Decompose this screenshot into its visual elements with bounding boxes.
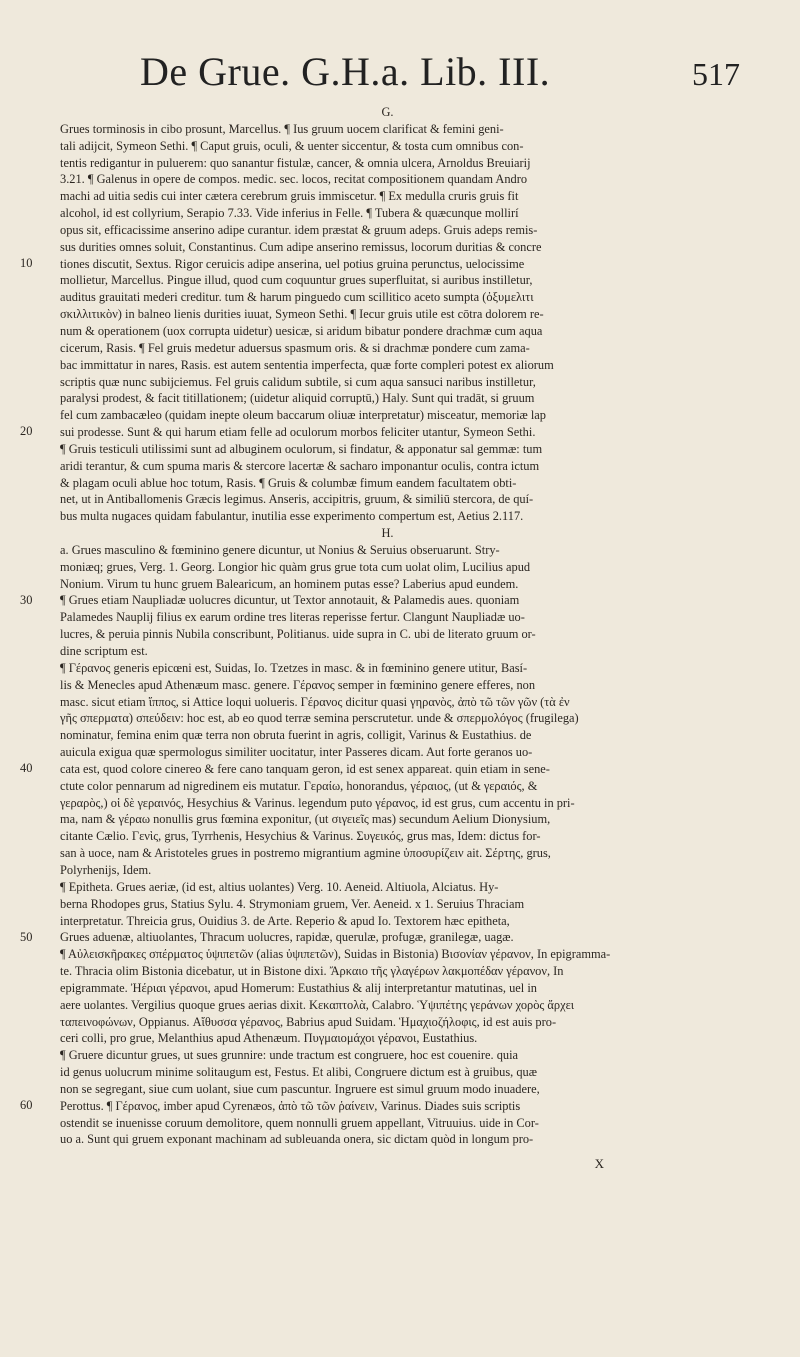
text-line: Polyrhenijs, Idem. — [60, 862, 152, 877]
margin-line-number: 50 — [20, 929, 33, 944]
text-line: a. Grues masculino & fœminino genere dicuntur, ut Nonius & Seruius obseruarunt. Stry- — [60, 542, 500, 557]
text-line: tali adijcit, Symeon Sethi. ¶ Caput gruis, oculi, & uenter siccentur, & tosta cum omnibus con- — [60, 138, 524, 153]
text-line: id genus uolucrum minime solitaugum est, Festus. Et alibi, Congruere dictum est à gruibus, quæ — [60, 1065, 537, 1080]
text-line: epigrammate. Ἠέριαι γέρανοι, apud Homerum: Eustathius & alij interpretantur matutinas, uel in — [60, 980, 537, 995]
text-line: mollietur, Marcellus. Pingue illud, quod cum coquuntur grues superfluitat, si auribus instilletur, — [60, 273, 533, 288]
text-line: γῆς σπερματα) σπεύδειν: hoc est, ab eo quod terræ semina perscrutetur. unde & σπερμολόγος (frugilega) — [60, 711, 579, 726]
text-line: ceri colli, pro grue, Melanthius apud Athenæum. Πυγμαιομάχοι γέρανοι, Eustathius. — [60, 1031, 478, 1046]
running-head: De Grue. G.H.a. Lib. III. — [140, 49, 551, 94]
margin-line-number: 30 — [20, 592, 33, 607]
text-line: paralysi prodest, & facit titillationem; (uidetur aliquid corruptū,) Haly. Sunt qui tradāt, si gruum — [60, 391, 535, 406]
text-line: ¶ Αὐλεισκῆρακες σπέρματος ὑψιπετῶν (alias ὑψιπετῶν), Suidas in Bistonia) Βισονίαν γέρανον, In epigramma- — [60, 947, 611, 962]
text-line: G. — [381, 105, 394, 119]
text-line: berna Rhodopes grus, Statius Sylu. 4. Strymoniam gruem, Ver. Aeneid. x 1. Seruius Thraciam — [60, 896, 525, 911]
text-line: auditus grauitati mederi creditur. tum & harum pinguedo cum scillitico aceto sumpta (ὀξυμελιτι — [60, 290, 534, 305]
margin-line-number: 10 — [20, 255, 33, 270]
text-line: dine scriptum est. — [60, 644, 148, 658]
page-header — [140, 48, 740, 108]
text-line: Grues torminosis in cibo prosunt, Marcellus. ¶ Ius gruum uocem clarificat & femini geni- — [60, 121, 504, 136]
text-line: sus durities omnes soluit, Constantinus. Cum adipe anserino remissus, locorum duritias & concre — [60, 239, 542, 254]
text-line: Perottus. ¶ Γέρανος, imber apud Cyrenæos, ἀπὸ τῶ τῶν ῥαίνειν, Varinus. Diades suis scriptis — [60, 1098, 521, 1113]
text-line: masc. sicut etiam ἵππος, si Attice loqui uolueris. Γέρανος dicitur quasi γηρανὸς, ἀπὸ τῶ τῶν γῶν (τὰ ἐν — [60, 694, 570, 709]
text-line: cata est, quod colore cinereo & fere cano tanquam geron, id est senex appareat. quin etiam in sene- — [60, 761, 550, 776]
text-line: uo a. Sunt qui gruem exponant machinam ad subleuanda onera, sic dictam quòd in longum pro- — [60, 1132, 534, 1147]
text-line: tiones discutit, Sextus. Rigor ceruicis adipe anserina, uel potius gruina perunctus, uelocissime — [60, 256, 525, 271]
text-line: san à uoce, nam & Aristoteles grues in postremo migrantium agmine ὑποσυρίζειν ait. Σέρτης, grus, — [60, 846, 551, 861]
text-line: alcohol, id est collyrium, Serapio 7.33. Vide inferius in Felle. ¶ Tubera & quæcunque mollirí — [60, 206, 519, 221]
text-line: bus multa nugaces quidam fabulantur, inutilia esse experimento compertum est, Aetius 2.117. — [60, 509, 524, 524]
text-line: 3.21. ¶ Galenus in opere de compos. medic. sec. locos, recitat compositionem quandam Andro — [60, 172, 528, 187]
text-line: opus sit, efficacissime anserino adipe curantur. idem præstat & gruum adeps. Gruis adeps remis- — [60, 222, 538, 237]
text-line: γεραρὸς,) οἱ δὲ γεραινός, Hesychius & Varinus. legendum puto γέρανος, id est grus, cum accentu in pri- — [60, 795, 575, 810]
margin-line-number: 40 — [20, 761, 33, 776]
text-line: cicerum, Rasis. ¶ Fel gruis medetur aduersus spasmum oris. & si drachmæ pondere cum zama- — [60, 340, 530, 355]
body-text — [60, 104, 715, 1148]
text-line: ostendit se inuenisse coruum demolitore, quem nonnulli gruem appellant, Vitruuius. uide in Cor- — [60, 1115, 539, 1130]
text-line: interpretatur. Threicia grus, Ouidius 3. de Arte. Reperio & apud Io. Textorem hæc epitheta, — [60, 913, 510, 928]
text-line: ¶ Gruere dicuntur grues, ut sues grunnire: unde tractum est congruere, hoc est couenire. quia — [60, 1048, 519, 1063]
text-line: auicula exigua quæ spermologus similiter uocitatur, inter Passeres dicam. Aut forte geranos uo- — [60, 745, 533, 760]
text-line: sui prodesse. Sunt & qui harum etiam felle ad oculorum morbos feliciter utantur, Symeon Sethi. — [60, 425, 536, 440]
text-line: moniæq; grues, Verg. 1. Georg. Longior hic quàm grus grue tota cum uolat olim, Lucilius apud — [60, 559, 531, 574]
text-line: num & operationem (uox corrupta uidetur) uesicæ, si aridum bibatur pondere drachmæ cum aqua — [60, 323, 543, 338]
text-line: ctute color pennarum ad nigredinem eis mutatur. Γεραίω, honorandus, γέραιος, (ut & γεραιός, & — [60, 778, 538, 793]
text-line: ¶ Gruis testiculi utilissimi sunt ad albuginem oculorum, si findatur, & apponatur sal gemmæ: tum — [60, 441, 543, 456]
text-line: σκιλλιτικὸν) in balneo lienis durities iuuat, Symeon Sethi. ¶ Iecur gruis utile est cōtra dolorem re- — [60, 307, 544, 322]
margin-line-number: 60 — [20, 1098, 33, 1113]
text-line: H. — [381, 526, 394, 541]
text-line: ¶ Γέρανος generis epicœni est, Suidas, Io. Tzetzes in masc. & in fœminino genere utitur, Basí- — [60, 660, 528, 675]
text-line: ταπεινοφώνων, Oppianus. Αἴθυσσα γέρανος, Babrius apud Suidam. Ἡμαχιοζήλοφις, id est auis pro- — [60, 1014, 557, 1029]
text-line: machi ad uitia sedis cui inter cætera cerebrum gruis immiscetur. ¶ Ex medulla cruris gruis fit — [60, 189, 519, 204]
text-line: bac immittatur in nares, Rasis. est autem sententia imperfecta, quæ forte compleri potest ex aliorum — [60, 357, 554, 372]
text-line: lis & Menecles apud Athenæum masc. genere. Γέρανος semper in fœminino genere efferes, non — [60, 677, 536, 692]
text-line: citante Cælio. Γενὶς, grus, Tyrrhenis, Hesychius & Varinus. Συγεικός, grus mas, Idem: dictus for- — [60, 829, 541, 844]
text-line: nominatur, femina enim quæ terra non obruta fuerint in agris, colligit, Varinus & Eustathius. de — [60, 728, 532, 743]
text-line: aere uolantes. Vergilius quoque grues aerias dixit. Κεκαπτολὰ, Calabro. Ὑψιπέτης γεράνων χορὸς ἄρχει — [60, 997, 575, 1012]
text-line: Nonium. Virum tu hunc gruem Balearicum, an hominem putas esse? Laberius apud eundem. — [60, 576, 519, 591]
text-line: te. Thracia olim Bistonia dicebatur, ut in Bistone dixi. Ἄρκαιο τῆς γλαγέρων λακμοπέδαν γέρανον, In — [60, 964, 564, 979]
text-line: lucres, & peruia pinnis Nubila conscribunt, Politianus. uide supra in C. ubi de literato gruum or- — [60, 627, 536, 642]
text-line: & plagam oculi ablue hoc totum, Rasis. ¶ Gruis & columbæ fimum eandem facultatem obti- — [60, 475, 517, 490]
text-line: non se segregant, siue cum uolant, siue cum pascuntur. Ingruere est simul gruum modo inuadere, — [60, 1081, 540, 1096]
text-line: fel cum zambacæleo (quidam inepte oleum baccarum oliuæ interpretatur) misceatur, memoriæ lap — [60, 408, 547, 423]
text-line: Palamedes Nauplij filius ex earum ordine tres literas reperisse fertur. Clangunt Naupliadæ uo- — [60, 610, 525, 625]
page-number: 517 — [692, 56, 740, 92]
text-line: aridi terantur, & cum spuma maris & stercore lacertæ & sacharo imponantur oculis, contra ictum — [60, 458, 540, 473]
catchword: X — [594, 1156, 604, 1171]
margin-line-number: 20 — [20, 424, 33, 439]
text-line: ¶ Epitheta. Grues aeriæ, (id est, altius uolantes) Verg. 10. Aeneid. Altiuola, Alciatus. Hy- — [60, 879, 499, 894]
text-line: ¶ Grues etiam Naupliadæ uolucres dicuntur, ut Textor annotauit, & Palamedis aues. quoniam — [60, 593, 520, 608]
text-line: ma, nam & γέραω nonullis grus fœmina exponitur, (ut σιγειεῖς mas) secundum Aelium Dionysium, — [60, 812, 551, 827]
text-line: scriptis quæ nunc subijciemus. Fel gruis calidum subtile, si cum aqua sansuci naribus instilletur, — [60, 374, 536, 389]
text-line: net, ut in Antiballomenis Græcis legimus. Anseris, accipitris, gruum, & similiū stercora, de quí- — [60, 492, 534, 507]
text-line: tentis redigantur in puluerem: quo sanantur fistulæ, cancer, & omnia ulcera, Arnoldus Breuiarij — [60, 155, 531, 170]
text-line: Grues aduenæ, altiuolantes, Thracum uolucres, rapidæ, querulæ, profugæ, granilegæ, uagæ. — [60, 930, 514, 945]
